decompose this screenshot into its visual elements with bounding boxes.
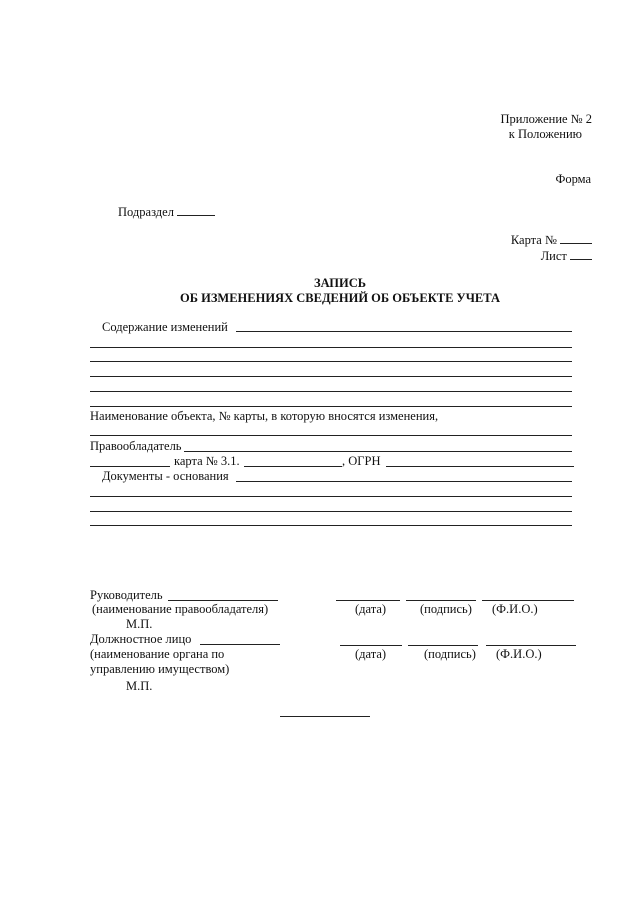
ogrn-line[interactable] bbox=[386, 466, 574, 467]
form-label: Форма bbox=[555, 172, 591, 186]
card-number-label: Карта № bbox=[510, 233, 557, 247]
official-label: Должностное лицо bbox=[90, 632, 192, 646]
title-line-2: ОБ ИЗМЕНЕНИЯХ СВЕДЕНИЙ ОБ ОБЪЕКТЕ УЧЕТА bbox=[179, 291, 500, 305]
head-fio-line[interactable] bbox=[482, 600, 574, 601]
appendix-to: к Положению bbox=[508, 127, 582, 141]
object-line[interactable] bbox=[90, 435, 572, 436]
sheet-blank[interactable] bbox=[570, 248, 592, 260]
holder-line[interactable] bbox=[184, 451, 572, 452]
official-signature-caption: (подпись) bbox=[424, 647, 476, 661]
documents-line-3[interactable] bbox=[90, 511, 572, 512]
holder-label: Правообладатель bbox=[90, 439, 182, 453]
head-date-line[interactable] bbox=[336, 600, 400, 601]
changes-line-4[interactable] bbox=[90, 376, 572, 377]
subsection-label: Подраздел bbox=[118, 205, 174, 219]
official-date-caption: (дата) bbox=[355, 647, 387, 661]
ogrn-label: , ОГРН bbox=[342, 454, 381, 468]
head-signature-line[interactable] bbox=[406, 600, 476, 601]
closing-rule bbox=[280, 716, 370, 717]
sheet-field bbox=[541, 248, 592, 263]
documents-line-4[interactable] bbox=[90, 525, 572, 526]
official-fio-caption: (Ф.И.О.) bbox=[496, 647, 542, 661]
head-fio-caption: (Ф.И.О.) bbox=[492, 602, 538, 616]
changes-line-3[interactable] bbox=[90, 361, 572, 362]
head-caption: (наименование правообладателя) bbox=[92, 602, 269, 616]
official-fio-line[interactable] bbox=[486, 645, 576, 646]
stamp-1: М.П. bbox=[126, 617, 153, 631]
changes-line-5[interactable] bbox=[90, 391, 572, 392]
official-date-line[interactable] bbox=[340, 645, 402, 646]
changes-label: Содержание изменений bbox=[102, 320, 228, 334]
official-caption-2: управлению имуществом) bbox=[90, 662, 230, 676]
documents-line-2[interactable] bbox=[90, 496, 572, 497]
documents-line-1[interactable] bbox=[236, 481, 572, 482]
sheet-label: Лист bbox=[540, 249, 567, 263]
stamp-2: М.П. bbox=[126, 679, 153, 693]
official-signature-line[interactable] bbox=[408, 645, 478, 646]
documents-label: Документы - основания bbox=[102, 469, 229, 483]
card-ref-label: карта № 3.1. bbox=[174, 454, 240, 468]
changes-line-1[interactable] bbox=[236, 331, 572, 332]
card-ref-line[interactable] bbox=[244, 466, 342, 467]
head-label: Руководитель bbox=[90, 588, 163, 602]
changes-line-2[interactable] bbox=[90, 347, 572, 348]
card-number-blank[interactable] bbox=[560, 232, 592, 244]
title-line-1: ЗАПИСЬ bbox=[313, 276, 367, 290]
head-signature-caption: (подпись) bbox=[420, 602, 472, 616]
subsection-field bbox=[118, 204, 215, 219]
head-date-caption: (дата) bbox=[355, 602, 387, 616]
official-caption-1: (наименование органа по bbox=[90, 647, 225, 661]
appendix-number: Приложение № 2 bbox=[500, 112, 592, 126]
official-name-line[interactable] bbox=[200, 644, 280, 645]
subsection-blank[interactable] bbox=[177, 204, 215, 216]
card-number-field bbox=[511, 232, 592, 247]
object-label: Наименование объекта, № карты, в которую вносятся изменения, bbox=[90, 409, 439, 423]
head-name-line[interactable] bbox=[168, 600, 278, 601]
card-ref-prefix-line[interactable] bbox=[90, 466, 170, 467]
changes-line-6[interactable] bbox=[90, 406, 572, 407]
